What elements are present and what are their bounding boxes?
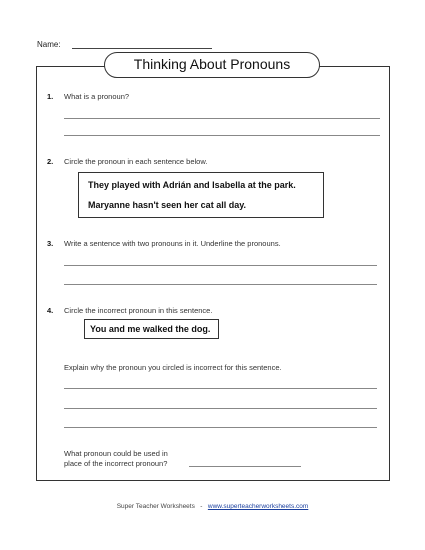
question-2-number: 2.	[47, 157, 54, 166]
footer-site-name: Super Teacher Worksheets	[116, 503, 195, 510]
sentence-box	[78, 172, 324, 218]
footer	[0, 503, 425, 510]
explain-prompt: Explain why the pronoun you circled is incorrect for this sentence.	[64, 363, 282, 372]
question-1-prompt: What is a pronoun?	[64, 92, 130, 101]
question-4-prompt: Circle the incorrect pronoun in this sentence.	[64, 306, 213, 315]
worksheet-frame	[36, 66, 390, 481]
name-field[interactable]	[72, 48, 212, 49]
answer-line[interactable]	[64, 118, 380, 119]
answer-line[interactable]	[64, 388, 377, 389]
footer-separator: -	[200, 503, 203, 510]
answer-line[interactable]	[64, 284, 377, 285]
replacement-pronoun-line[interactable]	[189, 466, 301, 467]
sentence-2[interactable]: Maryanne hasn't seen her cat all day.	[88, 200, 247, 210]
sentence-1[interactable]: They played with Adrián and Isabella at the park.	[88, 180, 296, 190]
page-title: Thinking About Pronouns	[104, 52, 320, 78]
question-2-prompt: Circle the pronoun in each sentence below.	[64, 157, 208, 166]
answer-line[interactable]	[64, 135, 380, 136]
question-3-prompt: Write a sentence with two pronouns in it. Underline the pronouns.	[64, 239, 281, 248]
name-label: Name:	[37, 40, 61, 49]
replace-prompt-line-2: place of the incorrect pronoun?	[64, 459, 168, 468]
incorrect-sentence[interactable]: You and me walked the dog.	[90, 324, 211, 334]
answer-line[interactable]	[64, 427, 377, 428]
answer-line[interactable]	[64, 408, 377, 409]
footer-url-link[interactable]: www.superteacherworksheets.com	[207, 503, 309, 510]
question-1-number: 1.	[47, 92, 54, 101]
replace-prompt-line-1: What pronoun could be used in	[64, 449, 168, 458]
question-3-number: 3.	[47, 239, 54, 248]
answer-line[interactable]	[64, 265, 377, 266]
question-4-number: 4.	[47, 306, 54, 315]
